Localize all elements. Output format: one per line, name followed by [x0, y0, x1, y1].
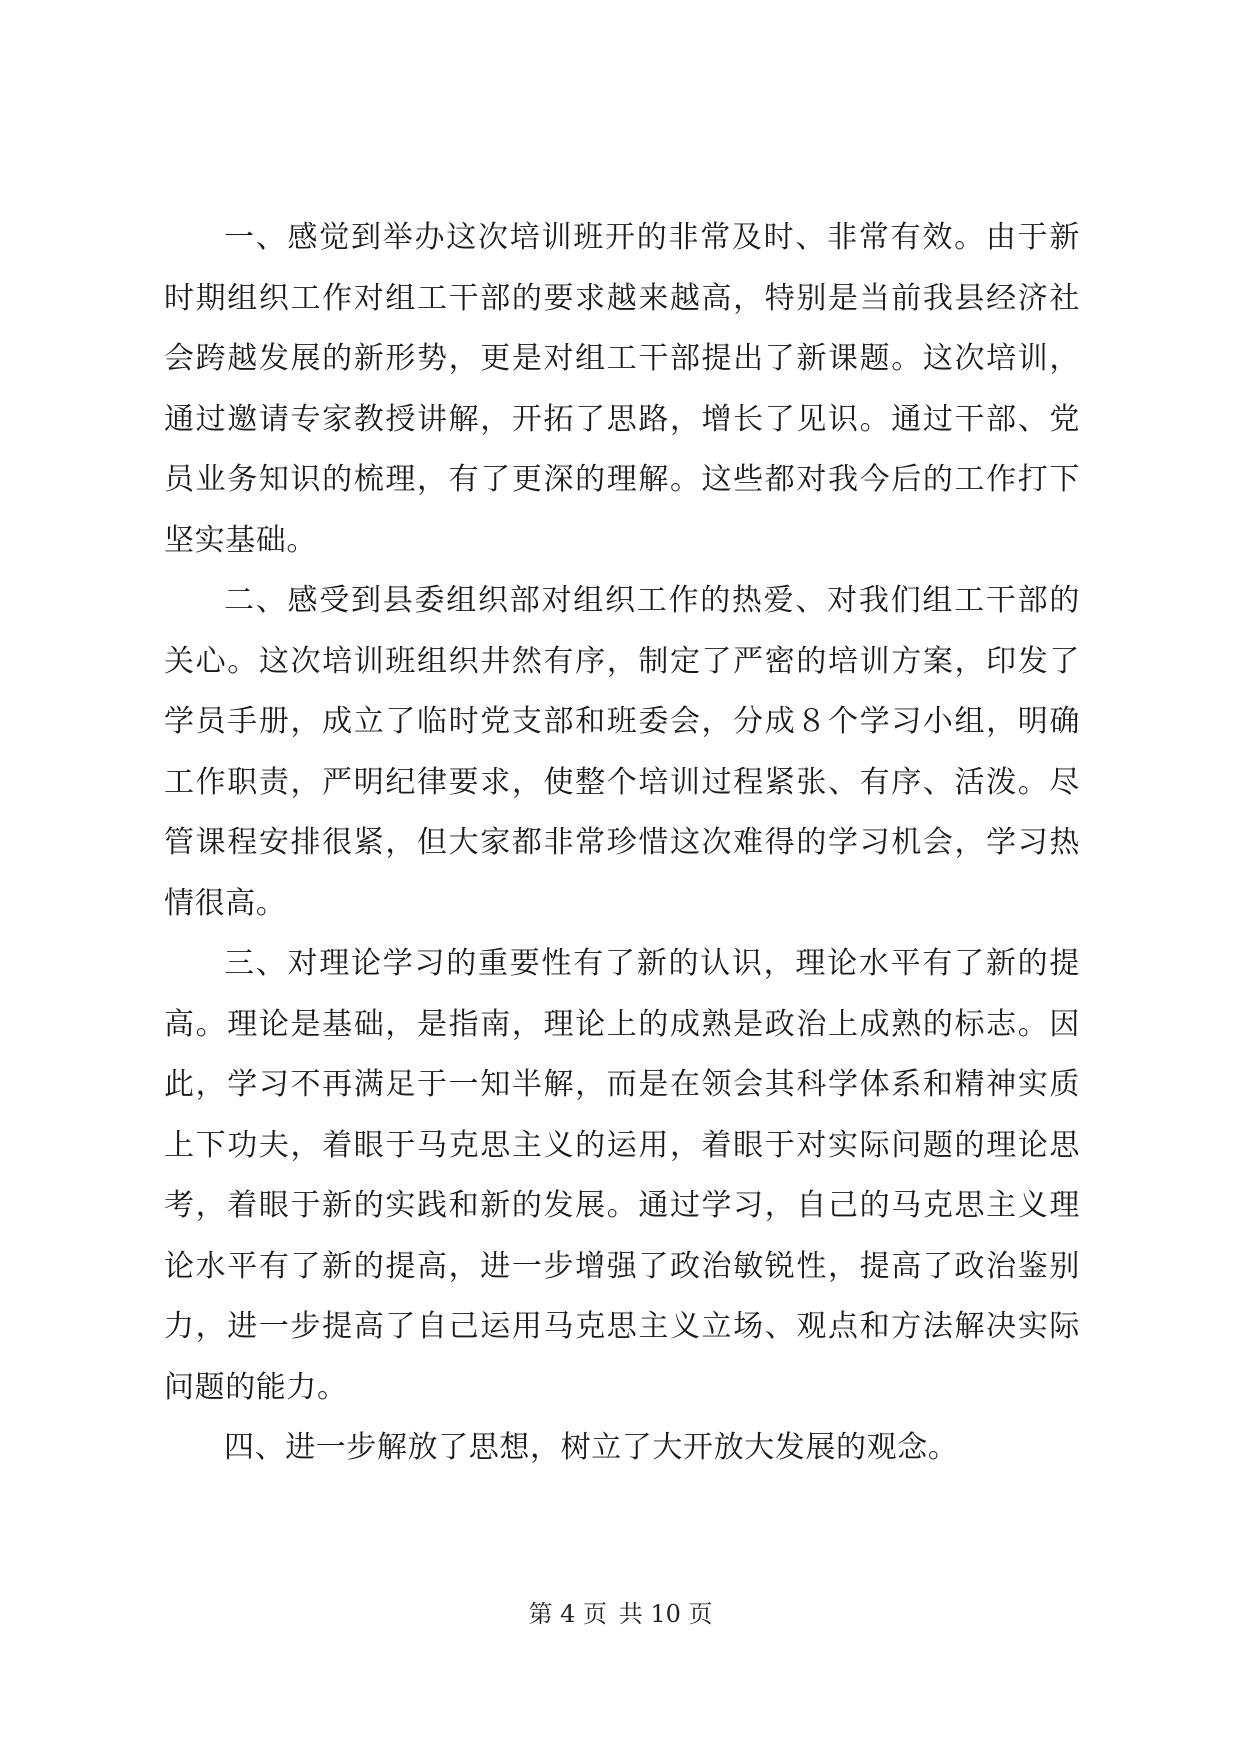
paragraph-1: 一、感觉到举办这次培训班开的非常及时、非常有效。由于新时期组织工作对组工干部的要求越来越高，特别是当前我县经济社会跨越发展的新形势，更是对组工干部提出了新课题。这次培训，通过邀请专家教授讲解，开拓了思路，增长了见识。通过干部、党员业务知识的梳理，有了更深的理解。这些都对我今后的工作打下坚实基础。: [164, 220, 1080, 558]
page-total: 共 10 页: [618, 1600, 713, 1628]
page-number: 第 4 页: [528, 1600, 608, 1628]
paragraph-3: 三、对理论学习的重要性有了新的认识，理论水平有了新的提高。理论是基础，是指南，理论上的成熟是政治上成熟的标志。因此，学习不再满足于一知半解，而是在领会其科学体系和精神实质上下功夫，着眼于马克思主义的运用，着眼于对实际问题的理论思考，着眼于新的实践和新的发展。通过学习，自己的马克思主义理论水平有了新的提高，进一步增强了政治敏锐性，提高了政治鉴别力，进一步提高了自己运用马克思主义立场、观点和方法解决实际问题的能力。: [164, 946, 1080, 1405]
page-footer: [0, 1599, 1241, 1629]
document-body: [164, 208, 1080, 1479]
paragraph-2: 二、感受到县委组织部对组织工作的热爱、对我们组工干部的关心。这次培训班组织井然有序，制定了严密的培训方案，印发了学员手册，成立了临时党支部和班委会，分成８个学习小组，明确工作职责，严明纪律要求，使整个培训过程紧张、有序、活泼。尽管课程安排很紧，但大家都非常珍惜这次难得的学习机会，学习热情很高。: [164, 583, 1080, 921]
paragraph-4: 四、进一步解放了思想，树立了大开放大发展的观念。: [224, 1430, 959, 1465]
